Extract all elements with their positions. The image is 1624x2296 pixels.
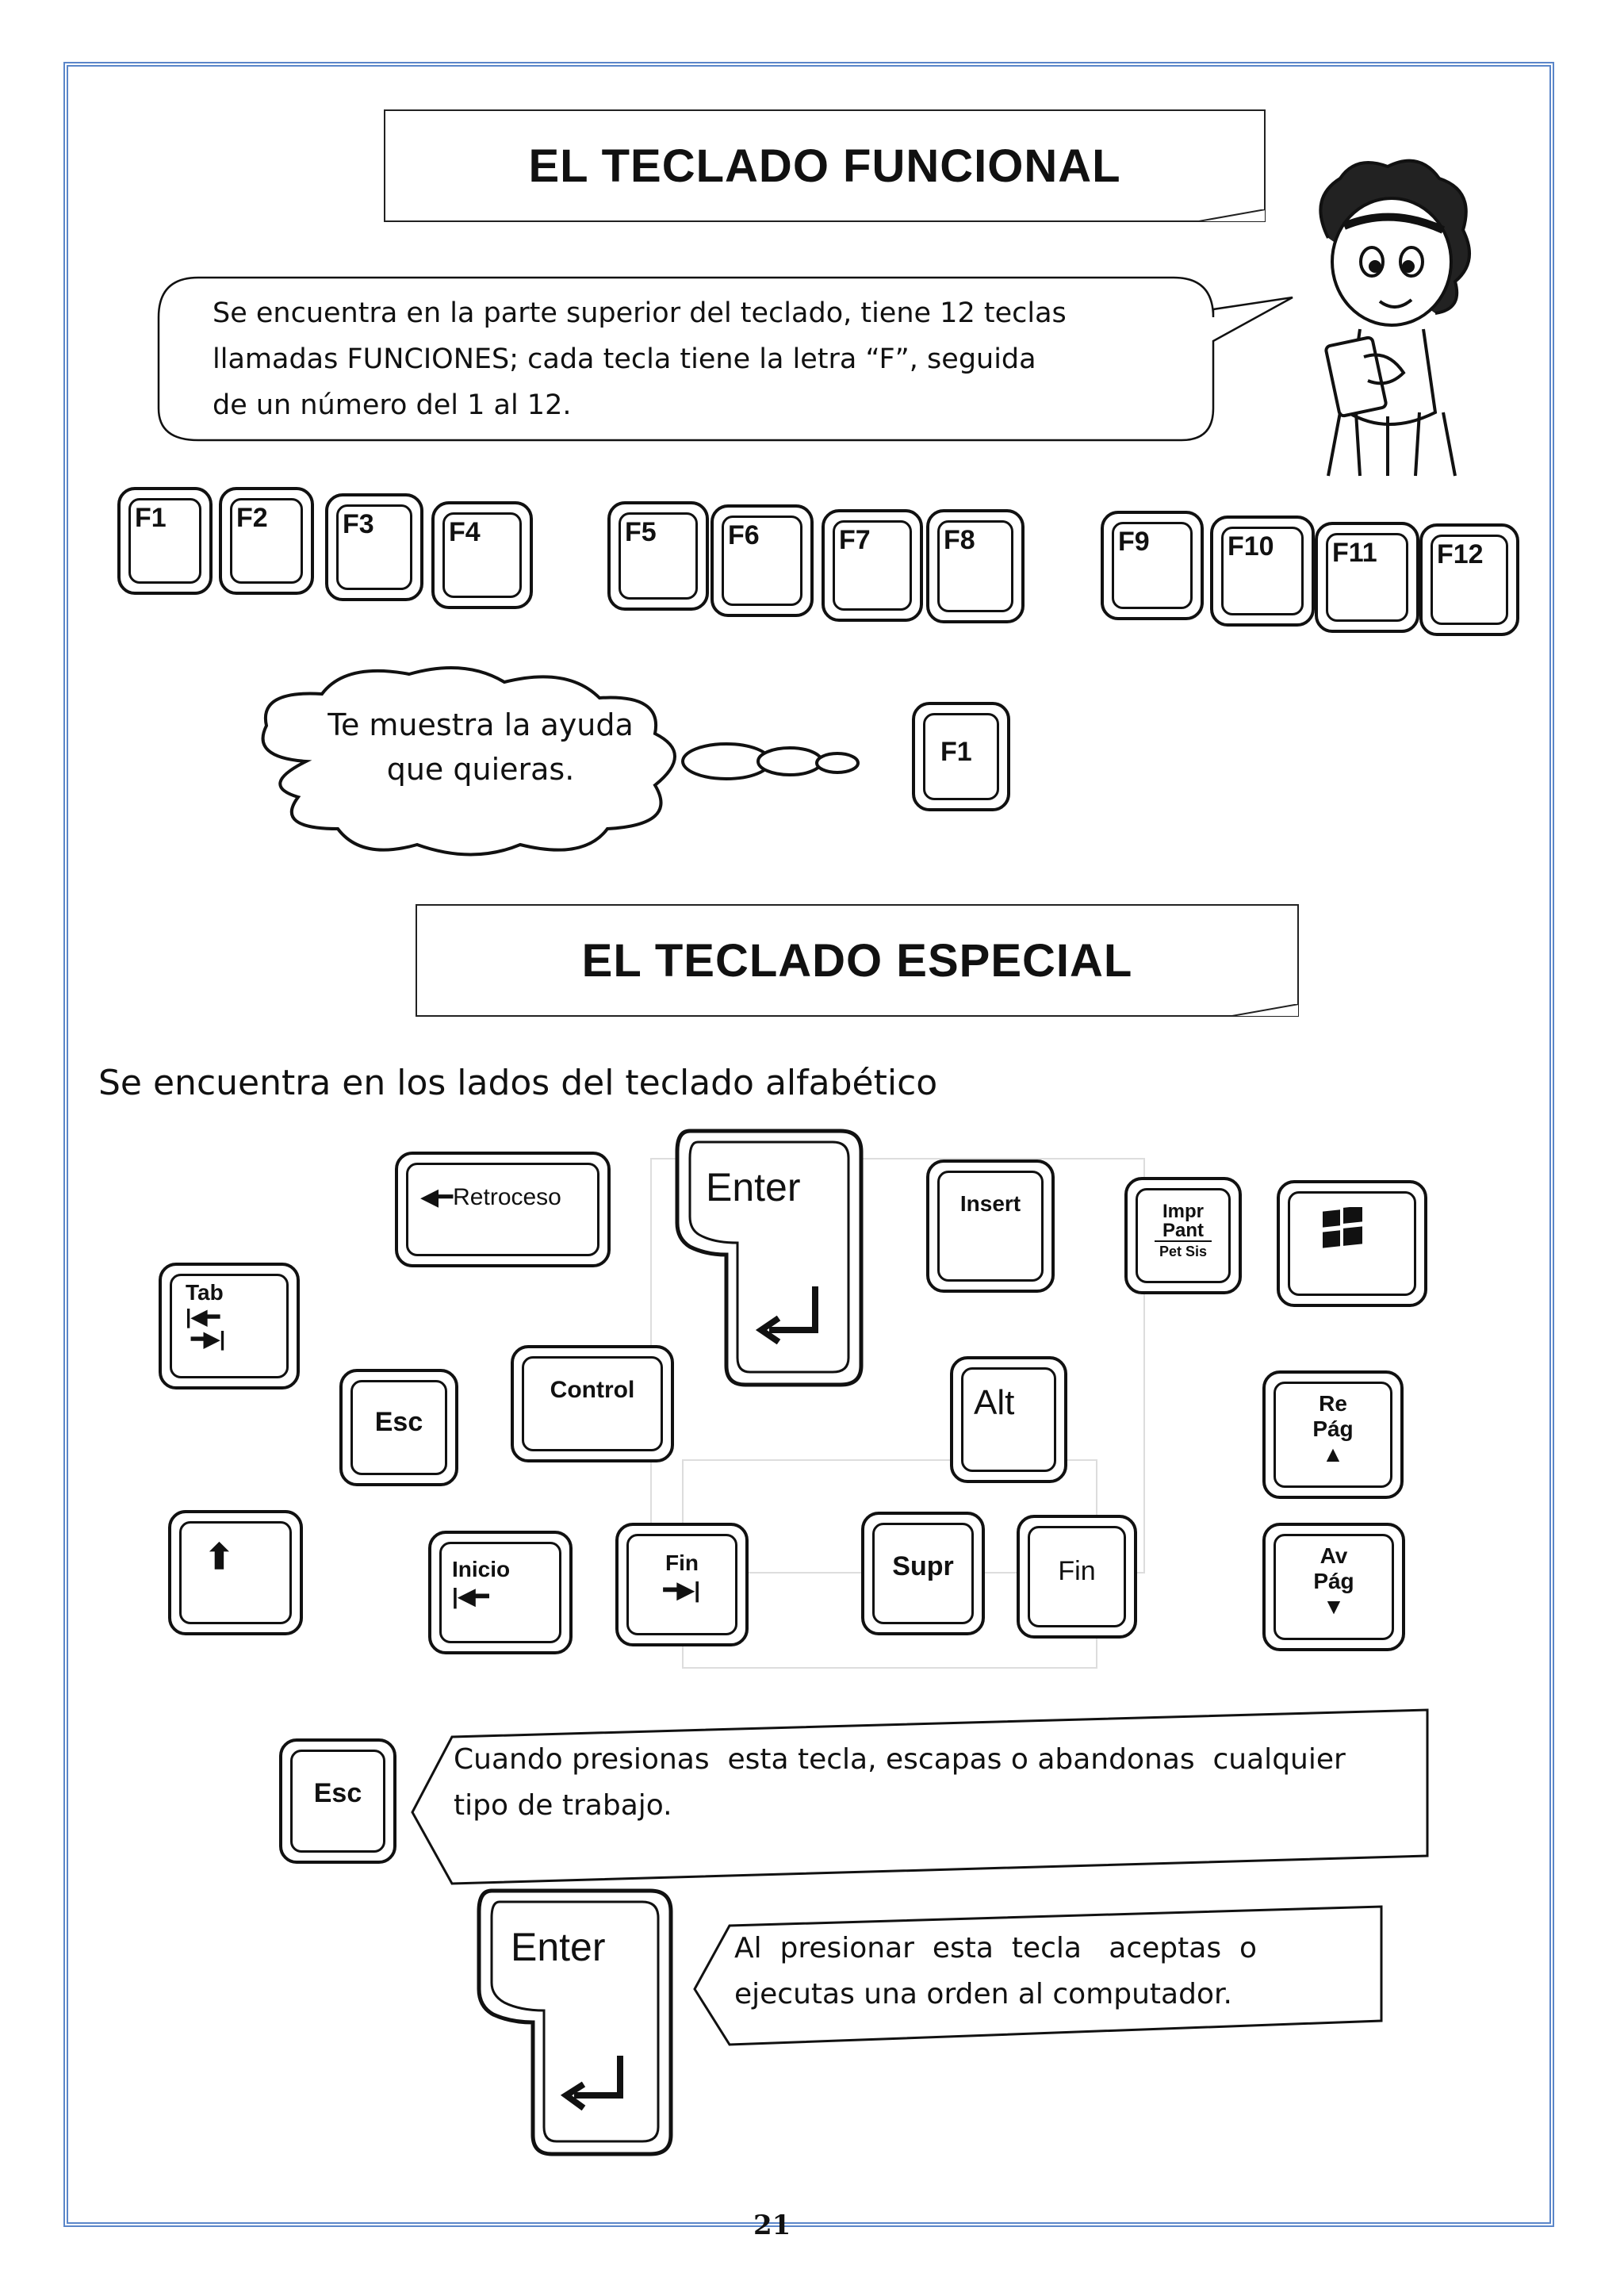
key-label: ◀━Retroceso [420,1184,561,1210]
key-line: Re [1319,1391,1347,1416]
key-f2 [219,487,314,595]
key-tab [159,1263,300,1389]
key-label: F5 [625,517,657,547]
description-line: llamadas FUNCIONES; cada tecla tiene la letra “F”, seguida [213,343,1036,375]
key-label: F7 [839,525,871,555]
key-line: Tab [186,1280,224,1305]
right-arrow-bar-icon: ━▶| [663,1577,701,1602]
key-enter-label: Enter [706,1165,801,1209]
key-f9 [1101,511,1204,620]
left-arrow-bar-icon: |◀━ [452,1584,489,1608]
key-line: Pág [1312,1416,1354,1441]
key-supr [861,1512,985,1635]
key-label: F1 [940,737,972,767]
key-label: Insert [959,1191,1021,1216]
key-impr-pant [1124,1177,1242,1294]
note-line: Al presionar esta tecla aceptas o [734,1932,1257,1964]
special-title: EL TECLADO ESPECIAL [581,934,1133,987]
key-fin [1017,1515,1137,1639]
key-inner [522,1356,663,1451]
functional-title: EL TECLADO FUNCIONAL [528,140,1121,192]
key-label: F10 [1228,531,1274,562]
description-line: Se encuentra en la parte superior del teclado, tiene 12 teclas [213,297,1067,329]
up-triangle-icon: ▲ [1322,1442,1344,1466]
key-label: F3 [343,509,374,539]
page-number: 21 [753,2210,791,2241]
key-line: Impr [1162,1201,1204,1222]
key-enter-note-label: Enter [511,1925,606,1969]
key-label: Supr [892,1551,954,1581]
key-inicio [428,1531,573,1654]
key-retroceso [395,1152,611,1267]
key-label: F6 [728,520,760,550]
key-label: Esc [374,1407,423,1437]
key-label: Fin [1058,1556,1096,1586]
key-control [511,1345,674,1462]
key-line: Av [1320,1543,1348,1568]
key-label: Alt [974,1383,1015,1422]
key-line: Inicio [452,1557,511,1581]
key-f8 [926,509,1025,623]
key-line: Pet Sis [1155,1240,1212,1261]
special-intro: Se encuentra en los lados del teclado alfabético [98,1063,938,1102]
key-fin-arrow [615,1523,749,1646]
key-label: F12 [1437,539,1484,569]
key-label: F1 [135,503,167,533]
key-label [452,1556,510,1610]
key-line: Fin [665,1550,699,1575]
functional-description [213,290,1067,428]
title-fold [1194,209,1266,222]
key-f3 [325,493,423,601]
key-av-pag [1262,1523,1405,1651]
key-inner [937,1171,1044,1282]
note-line: Cuando presionas esta tecla, escapas o abandonas cualquier [454,1743,1346,1776]
key-f1-help [912,702,1010,811]
key-esc [339,1369,458,1486]
key-label [619,1550,745,1604]
key-label [1128,1202,1239,1261]
key-label [1266,1543,1402,1619]
key-label [1266,1391,1400,1467]
key-label: F8 [944,525,975,555]
special-title-box [416,904,1299,1017]
key-f11 [1315,522,1419,633]
cloud-text [322,703,639,792]
cloud-line: Te muestra la ayuda [327,707,634,742]
functional-title-box [384,109,1266,222]
key-inner [179,1521,292,1624]
key-f12 [1419,523,1519,636]
key-f1 [117,487,213,595]
key-label: F4 [449,517,481,547]
windows-logo-icon [1320,1207,1367,1255]
cloud-line: que quieras. [386,752,575,787]
key-f4 [431,501,533,609]
key-label [186,1280,225,1350]
key-label: Control [550,1377,635,1403]
key-line: Pant [1162,1220,1204,1241]
up-arrow-icon: ⬆ [205,1538,234,1577]
key-f7 [822,509,923,622]
key-insert [926,1159,1055,1293]
key-label: F9 [1118,527,1150,557]
esc-note-text [454,1737,1346,1829]
description-line: de un número del 1 al 12. [213,389,572,421]
enter-note-text [734,1926,1257,2018]
key-re-pag [1262,1370,1404,1499]
note-line: tipo de trabajo. [454,1789,672,1822]
key-label: F2 [236,503,268,533]
title-fold [1228,1004,1299,1017]
key-line: Pág [1313,1569,1354,1593]
key-f10 [1210,516,1315,627]
down-triangle-icon: ▼ [1323,1594,1345,1619]
note-line: ejecutas una orden al computador. [734,1978,1232,2010]
tab-arrows-icon: |◀━ ━▶| [186,1305,226,1351]
key-up-arrow [168,1510,303,1635]
key-f6 [710,504,814,617]
key-alt [950,1356,1067,1483]
key-label: Esc [313,1778,362,1808]
key-esc-note [279,1738,396,1864]
key-windows [1277,1180,1427,1307]
girl-illustration [1285,151,1491,484]
key-label: F11 [1332,538,1377,568]
key-f5 [607,501,709,611]
